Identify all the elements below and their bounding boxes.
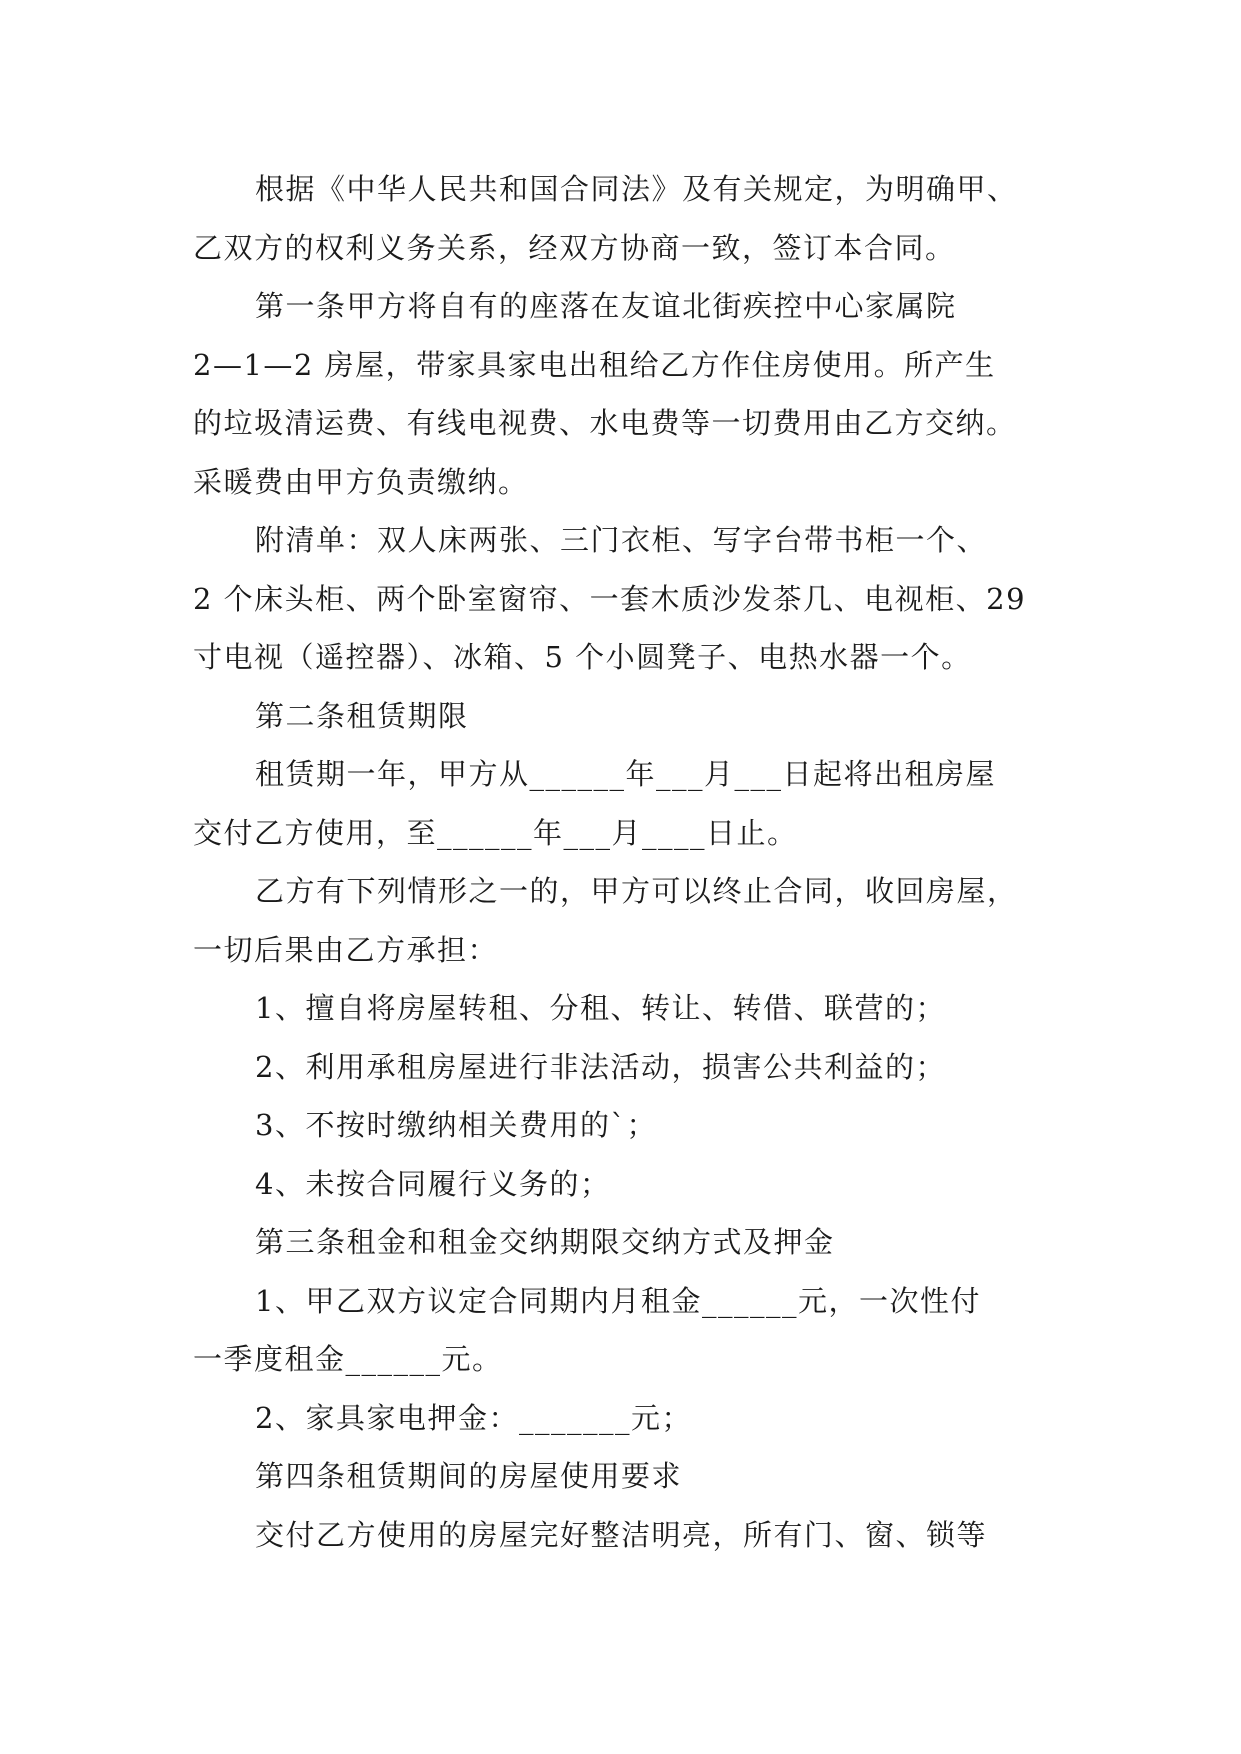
text-line: 租赁期一年，甲方从______年___月___日起将出租房屋: [255, 757, 997, 791]
text-line: 乙双方的权利义务关系，经双方协商一致，签订本合同。: [193, 230, 956, 265]
text-line: 1、甲乙双方议定合同期内月租金______元，一次性付: [255, 1283, 981, 1318]
text-line: 第二条租赁期限: [255, 698, 469, 733]
text-line: 乙方有下列情形之一的，甲方可以终止合同，收回房屋，: [255, 874, 1018, 908]
text-line: 2、利用承租房屋进行非法活动，损害公共利益的；: [255, 1049, 946, 1084]
text-line: 4、未按合同履行义务的；: [255, 1166, 611, 1201]
text-line: 交付乙方使用的房屋完好整洁明亮，所有门、窗、锁等: [255, 1517, 988, 1552]
text-line: 2、家具家电押金：_______元；: [255, 1400, 692, 1435]
text-line: 的垃圾清运费、有线电视费、水电费等一切费用由乙方交纳。: [193, 406, 1017, 440]
text-line: 1、擅自将房屋转租、分租、转让、转借、联营的；: [255, 991, 946, 1025]
text-line: 交付乙方使用，至______年___月____日止。: [193, 815, 798, 850]
text-line: 第四条租赁期间的房屋使用要求: [255, 1459, 683, 1493]
text-line: 采暖费由甲方负责缴纳。: [193, 464, 529, 499]
text-line: 一切后果由乙方承担：: [193, 932, 499, 967]
text-line: 2 个床头柜、两个卧室窗帘、一套木质沙发茶几、电视柜、29: [193, 581, 1027, 616]
text-line: 3、不按时缴纳相关费用的`；: [255, 1108, 657, 1142]
text-line: 寸电视（遥控器）、冰箱、5 个小圆凳子、电热水器一个。: [193, 640, 972, 674]
text-line: 2—1—2 房屋，带家具家电出租给乙方作住房使用。所产生: [193, 347, 996, 382]
text-line: 根据《中华人民共和国合同法》及有关规定，为明确甲、: [255, 172, 1018, 206]
text-line: 第三条租金和租金交纳期限交纳方式及押金: [255, 1225, 835, 1259]
text-line: 第一条甲方将自有的座落在友谊北街疾控中心家属院: [255, 289, 957, 323]
text-line: 一季度租金______元。: [193, 1342, 503, 1376]
contract-body: [193, 160, 1053, 1564]
text-line: 附清单：双人床两张、三门衣柜、写字台带书柜一个、: [255, 523, 988, 557]
